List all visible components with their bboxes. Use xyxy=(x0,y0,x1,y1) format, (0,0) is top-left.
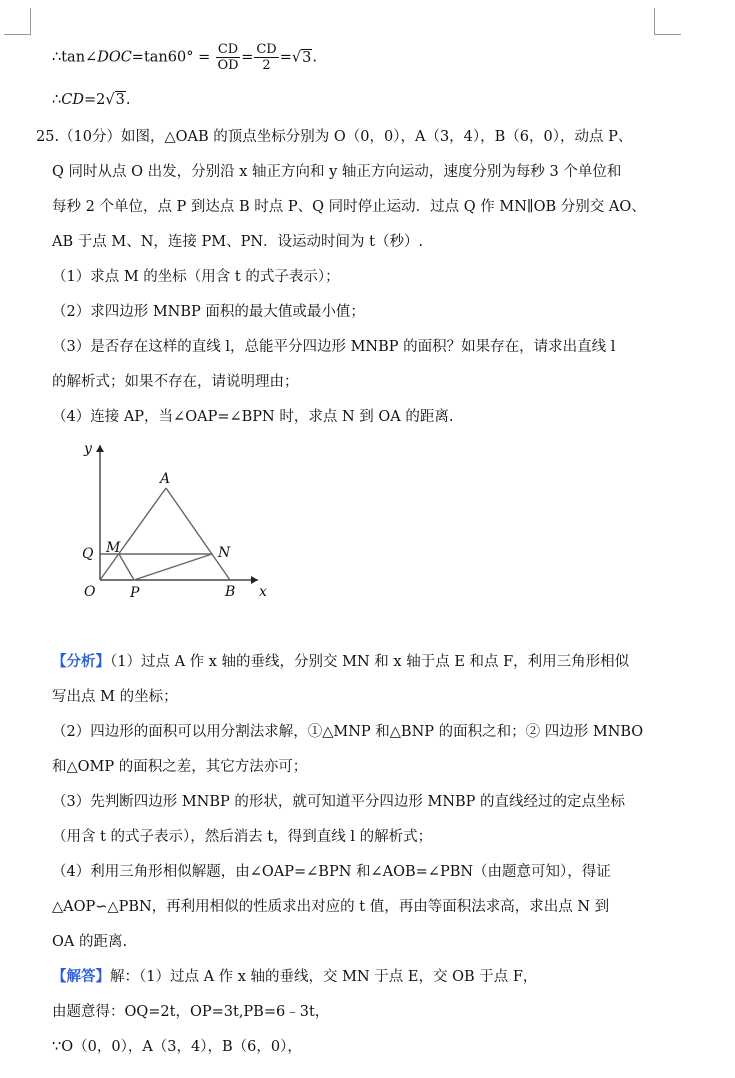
solution-line-1: 【解答】解：（1）过点 A 作 x 轴的垂线，交 MN 于点 E，交 OB 于点 F， xyxy=(52,968,538,985)
label-o: O xyxy=(84,584,96,600)
problem-line-4: AB 于点 M、N，连接 PM、PN．设运动时间为 t（秒）. xyxy=(52,234,424,250)
label-y: y xyxy=(84,441,92,457)
tan-prefix: ∴tan∠ xyxy=(52,49,98,66)
problem-line-1: 25.（10分）如图，△OAB 的顶点坐标分别为 O（0，0），A（3，4），B（6，0），动点 P、 xyxy=(36,129,633,145)
solution-tag: 【解答】 xyxy=(52,968,110,985)
analysis-line-9: OA 的距离. xyxy=(52,934,128,950)
segment-pn xyxy=(134,554,212,580)
fraction-cd-od: $\frac{CD}{OD}$ xyxy=(217,42,239,73)
question-3-part-b: 的解析式；如果不存在，请说明理由； xyxy=(52,374,299,390)
x-axis-arrow xyxy=(251,576,258,584)
question-3-part-a: （3）是否存在这样的直线 l，总能平分四边形 MNBP 的面积？如果存在，请求出直线 l xyxy=(52,339,616,355)
geometry-figure xyxy=(72,430,272,605)
label-a: A xyxy=(160,471,171,487)
problem-line-3: 每秒 2 个单位，点 P 到达点 B 时点 P、Q 同时停止运动．过点 Q 作 MN∥OB 分别交 AO、 xyxy=(52,199,646,215)
page-corner-mark-right xyxy=(654,8,681,35)
tan-equation-line: ∴tan∠DOC=tan60° = $\frac{CD}{OD}$ = $\frac{CD}{2}$ =√3. xyxy=(52,42,317,73)
tan-eq: =tan60° = xyxy=(131,49,211,66)
y-axis-arrow xyxy=(96,445,104,452)
fraction-cd-2: $\frac{CD}{2}$ xyxy=(256,42,277,73)
label-x: x xyxy=(259,584,267,600)
analysis-line-5: （3）先判断四边形 MNBP 的形状，就可知道平分四边形 MNBP 的直线经过的定点坐标 xyxy=(52,794,626,810)
cd-result-line: ∴CD=2√3. xyxy=(52,92,131,108)
analysis-line-2: 写出点 M 的坐标； xyxy=(52,689,178,705)
analysis-line-1: 【分析】（1）过点 A 作 x 轴的垂线，分别交 MN 和 x 轴于点 E 和点 F，利用三角形相似 xyxy=(52,653,630,670)
question-1: （1）求点 M 的坐标（用含 t 的式子表示）； xyxy=(52,269,340,285)
solution-line-2: 由题意得：OQ=2t，OP=3t,PB=6﹣3t， xyxy=(52,1004,330,1020)
analysis-line-7: （4）利用三角形相似解题，由∠OAP=∠BPN 和∠AOB=∠PBN（由题意可知），得证 xyxy=(52,864,611,880)
segment-oa xyxy=(100,488,166,580)
question-2: （2）求四边形 MNBP 面积的最大值或最小值； xyxy=(52,304,365,320)
analysis-line-6: （用含 t 的式子表示），然后消去 t，得到直线 l 的解析式； xyxy=(52,829,433,845)
label-b: B xyxy=(225,584,236,600)
solution-line-3: ∵O（0，0），A（3，4），B（6，0）， xyxy=(52,1039,302,1055)
label-m: M xyxy=(106,540,121,556)
analysis-line-3: （2）四边形的面积可以用分割法求解，①△MNP 和△BNP 的面积之和；② 四边形 MNBO xyxy=(52,724,644,740)
problem-line-2: Q 同时从点 O 出发，分别沿 x 轴正方向和 y 轴正方向运动，速度分别为每秒 3 个单位和 xyxy=(52,164,622,180)
page-corner-mark-left xyxy=(4,8,31,35)
question-4: （4）连接 AP，当∠OAP=∠BPN 时，求点 N 到 OA 的距离. xyxy=(52,409,454,425)
label-q: Q xyxy=(82,546,94,562)
tan-angle: DOC xyxy=(97,49,132,66)
analysis-line-8: △AOP∽△PBN，再利用相似的性质求出对应的 t 值，再由等面积法求高，求出点 N 到 xyxy=(52,899,610,915)
sqrt-3: 3 xyxy=(302,49,312,66)
label-n: N xyxy=(218,545,231,561)
label-p: P xyxy=(130,585,140,601)
segment-pm xyxy=(119,554,134,580)
analysis-tag: 【分析】 xyxy=(52,653,110,670)
analysis-line-4: 和△OMP 的面积之差，其它方法亦可； xyxy=(52,759,308,775)
